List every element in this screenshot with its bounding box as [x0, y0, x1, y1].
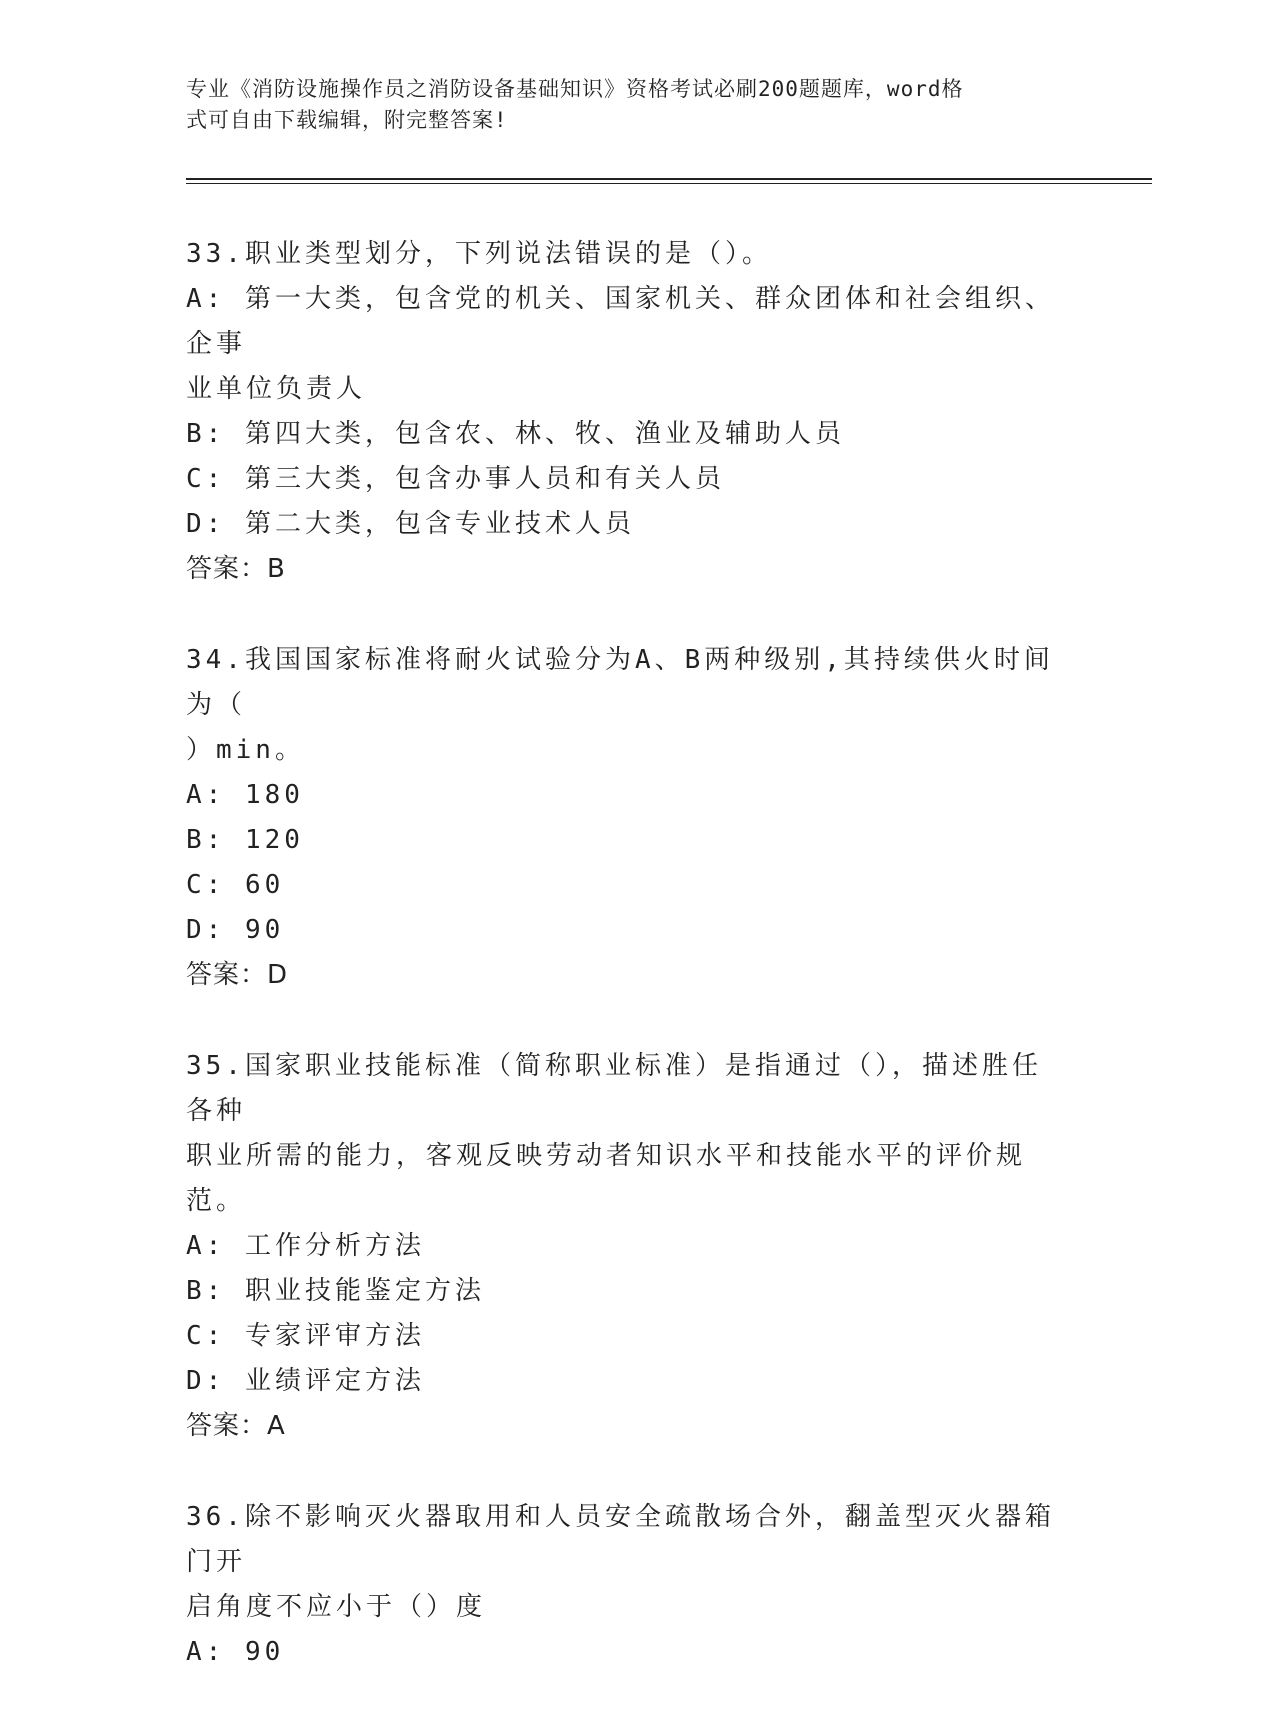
answer-label: 答案：D [186, 960, 289, 990]
option-d: D: 第二大类，包含专业技术人员 [186, 509, 635, 539]
option-a: A: 90 [186, 1637, 285, 1667]
option-b: B: 120 [186, 825, 304, 855]
option-b: B: 第四大类，包含农、林、牧、渔业及辅助人员 [186, 419, 845, 449]
header-divider-thin [186, 183, 1152, 184]
question-block-36 [186, 1495, 1066, 1675]
option-a: A: 180 [186, 780, 304, 810]
document-header [186, 74, 1066, 136]
question-stem-continuation: ）min。 [186, 735, 305, 765]
option-d: D: 90 [186, 915, 285, 945]
question-stem: 36.除不影响灭火器取用和人员安全疏散场合外，翻盖型灭火器箱门开 [186, 1502, 1055, 1577]
questions-list [186, 232, 1066, 1721]
question-block-33 [186, 232, 1066, 592]
question-stem: 33.职业类型划分，下列说法错误的是（）。 [186, 239, 772, 269]
option-a-continuation: 业单位负责人 [186, 374, 367, 404]
question-stem-continuation: 启角度不应小于（）度 [186, 1592, 487, 1622]
question-stem: 35.国家职业技能标准（简称职业标准）是指通过（），描述胜任各种 [186, 1051, 1042, 1126]
header-divider-thick [186, 178, 1152, 180]
answer-label: 答案：A [186, 1411, 286, 1441]
option-d: D: 业绩评定方法 [186, 1366, 425, 1396]
option-c: C: 第三大类，包含办事人员和有关人员 [186, 464, 725, 494]
question-stem: 34.我国国家标准将耐火试验分为A、B两种级别,其持续供火时间为（ [186, 645, 1054, 720]
option-a: A: 第一大类，包含党的机关、国家机关、群众团体和社会组织、企事 [186, 284, 1055, 359]
header-line-1: 专业《消防设施操作员之消防设备基础知识》资格考试必刷200题题库，word格 [186, 77, 964, 101]
header-line-2: 式可自由下载编辑，附完整答案! [186, 108, 508, 132]
option-b: B: 职业技能鉴定方法 [186, 1276, 485, 1306]
question-block-34 [186, 638, 1066, 998]
answer-label: 答案：B [186, 554, 286, 584]
option-c: C: 专家评审方法 [186, 1321, 425, 1351]
option-a: A: 工作分析方法 [186, 1231, 425, 1261]
question-stem-continuation: 职业所需的能力，客观反映劳动者知识水平和技能水平的评价规范。 [186, 1141, 1027, 1216]
question-block-35 [186, 1044, 1066, 1449]
option-c: C: 60 [186, 870, 285, 900]
